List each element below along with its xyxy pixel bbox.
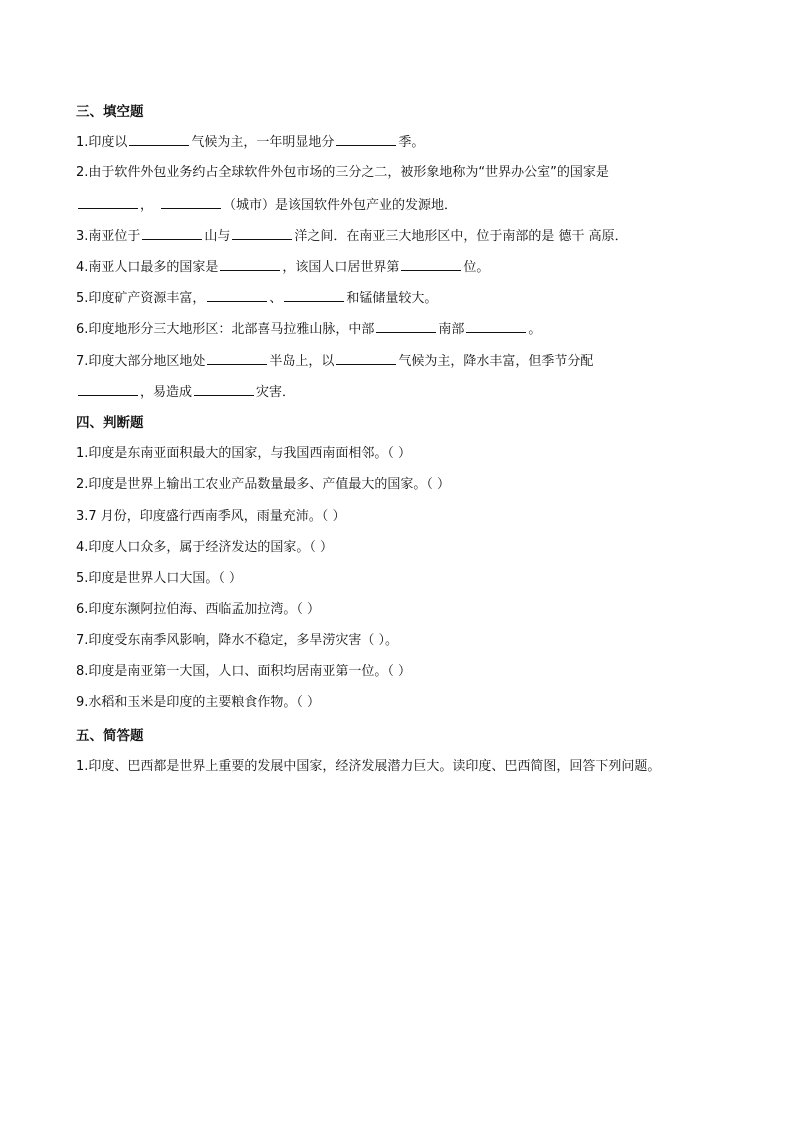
answer-blank[interactable]: [232, 227, 292, 240]
section3-heading: 三、填空题: [76, 104, 144, 120]
fill-question-2-line2: [76, 196, 457, 215]
judge-question-7: 7.印度受东南季风影响，降水不稳定，多旱涝灾害（ ）。: [76, 633, 399, 648]
section4-heading: 四、判断题: [76, 415, 144, 431]
answer-blank[interactable]: [401, 258, 461, 271]
q5-text-b: 、: [269, 291, 283, 306]
q7-text-e: 灾害．: [256, 385, 296, 400]
short-answer-question-1: 1.印度、巴西都是世界上重要的发展中国家，经济发展潜力巨大。读印度、巴西简图，回答下列问题。: [76, 759, 661, 774]
fill-question-7-line2: [76, 383, 295, 402]
fill-question-2-line1: 2.由于软件外包业务约占全球软件外包市场的三分之二，被形象地称为“世界办公室”的国家是: [76, 165, 609, 180]
q4-text-c: 位。: [463, 260, 490, 275]
q1-text-a: 1.印度以: [76, 135, 128, 150]
answer-blank[interactable]: [161, 196, 221, 209]
fill-question-6: [76, 320, 541, 339]
q6-text-a: 6.印度地形分三大地形区：北部喜马拉雅山脉，中部: [76, 322, 375, 337]
answer-blank[interactable]: [336, 352, 396, 365]
fill-question-7-line1: [76, 352, 593, 371]
q3-text-a: 3.南亚位于: [76, 229, 141, 244]
answer-blank[interactable]: [220, 258, 280, 271]
answer-blank[interactable]: [142, 227, 202, 240]
fill-question-5: [76, 289, 437, 308]
q2-text-c: （城市）是该国软件外包产业的发源地．: [223, 198, 458, 213]
judge-question-5: 5.印度是世界人口大国。（ ）: [76, 571, 243, 586]
q3-text-c: 洋之间．在南亚三大地形区中，位于南部的是 德干 高原．: [294, 229, 628, 244]
q5-text-a: 5.印度矿产资源丰富，: [76, 291, 206, 306]
answer-blank[interactable]: [78, 196, 138, 209]
q1-text-c: 季。: [398, 135, 425, 150]
judge-question-4: 4.印度人口众多，属于经济发达的国家。（ ）: [76, 540, 334, 555]
q1-text-b: 气候为主，一年明显地分: [191, 135, 335, 150]
answer-blank[interactable]: [207, 352, 267, 365]
q7-text-a: 7.印度大部分地区地处: [76, 354, 206, 369]
q7-text-b: 半岛上，以: [269, 354, 335, 369]
fill-question-4: [76, 258, 489, 277]
answer-blank[interactable]: [336, 133, 396, 146]
q5-text-c: 和锰储量较大。: [346, 291, 438, 306]
fill-question-3: [76, 227, 628, 246]
answer-blank[interactable]: [78, 383, 138, 396]
judge-question-9: 9.水稻和玉米是印度的主要粮食作物。（ ）: [76, 695, 321, 710]
q4-text-b: ，该国人口居世界第: [282, 260, 400, 275]
answer-blank[interactable]: [376, 320, 436, 333]
q7-text-c: 气候为主，降水丰富，但季节分配: [398, 354, 594, 369]
answer-blank[interactable]: [207, 289, 267, 302]
q6-text-b: 南部: [438, 322, 465, 337]
q3-text-b: 山与: [204, 229, 231, 244]
answer-blank[interactable]: [194, 383, 254, 396]
answer-blank[interactable]: [129, 133, 189, 146]
fill-question-1: [76, 133, 424, 152]
judge-question-6: 6.印度东濒阿拉伯海、西临孟加拉湾。（ ）: [76, 602, 321, 617]
judge-question-1: 1.印度是东南亚面积最大的国家，与我国西南面相邻。（ ）: [76, 446, 412, 461]
q7-text-d: ，易造成: [140, 385, 193, 400]
q6-text-c: 。: [528, 322, 542, 337]
section5-heading: 五、简答题: [76, 728, 144, 744]
answer-blank[interactable]: [466, 320, 526, 333]
judge-question-3: 3.7 月份，印度盛行西南季风，雨量充沛。（ ）: [76, 509, 346, 524]
q2-text-b: ，: [140, 198, 154, 213]
answer-blank[interactable]: [284, 289, 344, 302]
judge-question-8: 8.印度是南亚第一大国，人口、面积均居南亚第一位。（ ）: [76, 664, 412, 679]
judge-question-2: 2.印度是世界上输出工农业产品数量最多、产值最大的国家。（ ）: [76, 477, 451, 492]
q4-text-a: 4.南亚人口最多的国家是: [76, 260, 219, 275]
